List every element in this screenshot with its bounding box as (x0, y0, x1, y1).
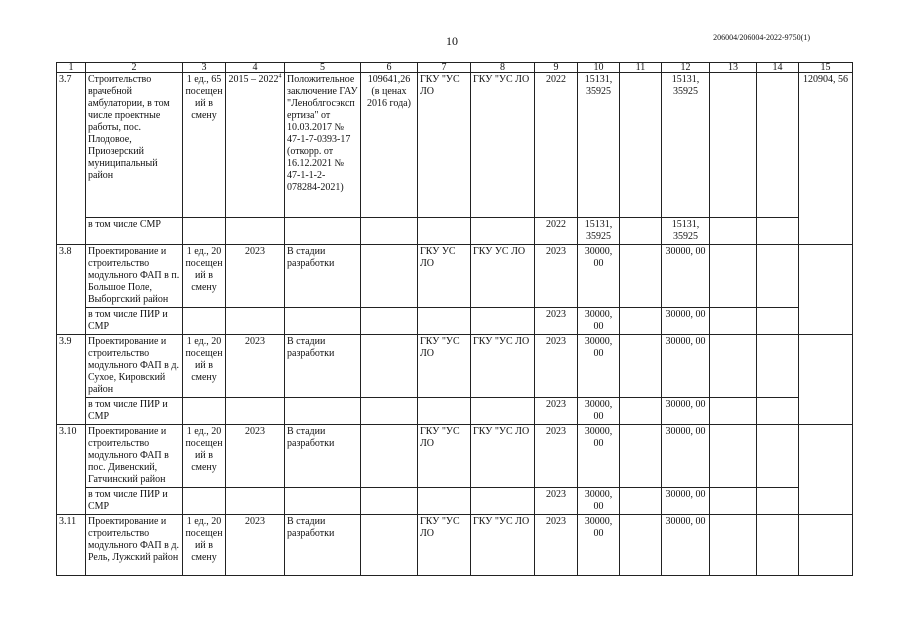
empty-cell (799, 515, 853, 576)
column-header: 4 (226, 63, 285, 73)
period: 2023 (226, 515, 285, 576)
empty-cell (620, 218, 662, 245)
table-subrow (57, 488, 853, 515)
empty-cell (361, 218, 418, 245)
empty-cell (710, 245, 757, 308)
empty-cell (710, 425, 757, 488)
empty-cell (183, 398, 226, 425)
table-row (57, 515, 853, 576)
column-header: 14 (757, 63, 799, 73)
column-header: 13 (710, 63, 757, 73)
year: 2023 (535, 515, 578, 576)
empty-cell (710, 308, 757, 335)
empty-cell (418, 308, 471, 335)
table-row (57, 73, 853, 218)
sub-label: в том числе ПИР и СМР (86, 308, 183, 335)
period: 2023 (226, 425, 285, 488)
empty-cell (620, 515, 662, 576)
year: 2023 (535, 488, 578, 515)
empty-cell (361, 488, 418, 515)
table-row (57, 245, 853, 308)
table-subrow (57, 218, 853, 245)
value-col15: 120904, 56 (799, 73, 853, 245)
value-col10: 30000, 00 (578, 245, 620, 308)
table-row (57, 425, 853, 488)
capacity: 1 ед., 20 посещений в смену (183, 515, 226, 576)
header-row (57, 63, 853, 73)
value-col10: 30000, 00 (578, 425, 620, 488)
value-col13 (710, 73, 757, 218)
conclusion: В стадии разработки (285, 335, 361, 398)
value-col10: 30000, 00 (578, 308, 620, 335)
capacity: 1 ед., 20 посещений в смену (183, 245, 226, 308)
empty-cell (757, 425, 799, 488)
empty-cell (285, 398, 361, 425)
cost (361, 425, 418, 488)
empty-cell (471, 308, 535, 335)
row-number: 3.8 (57, 245, 86, 335)
empty-cell (620, 425, 662, 488)
customer: ГКУ УС ЛО (418, 245, 471, 308)
cost: 109641,26 (в ценах 2016 года) (361, 73, 418, 218)
empty-cell (620, 335, 662, 398)
value-col12: 30000, 00 (662, 425, 710, 488)
value-col12: 30000, 00 (662, 515, 710, 576)
empty-cell (285, 218, 361, 245)
empty-cell (757, 245, 799, 308)
empty-cell (183, 488, 226, 515)
empty-cell (799, 425, 853, 515)
column-header: 8 (471, 63, 535, 73)
empty-cell (757, 218, 799, 245)
table-row (57, 335, 853, 398)
table-subrow (57, 398, 853, 425)
empty-cell (285, 308, 361, 335)
value-col12: 15131, 35925 (662, 218, 710, 245)
column-header: 11 (620, 63, 662, 73)
sub-label: в том числе ПИР и СМР (86, 488, 183, 515)
footnote-mark: 4 (278, 73, 282, 80)
customer: ГКУ "УС ЛО (418, 425, 471, 488)
column-header: 1 (57, 63, 86, 73)
period: 2023 (226, 245, 285, 308)
row-number: 3.9 (57, 335, 86, 425)
empty-cell (620, 245, 662, 308)
value-col10: 30000, 00 (578, 398, 620, 425)
year: 2023 (535, 308, 578, 335)
period: 2015 – 2022$^4$ (226, 73, 285, 218)
conclusion: В стадии разработки (285, 245, 361, 308)
cost (361, 245, 418, 308)
value-col12: 15131, 35925 (662, 73, 710, 218)
empty-cell (361, 398, 418, 425)
value-col12: 30000, 00 (662, 398, 710, 425)
empty-cell (226, 398, 285, 425)
customer: ГКУ "УС ЛО (418, 335, 471, 398)
customer: ГКУ "УС ЛО (418, 73, 471, 218)
empty-cell (418, 398, 471, 425)
empty-cell (757, 398, 799, 425)
object-name: Строительство врачебной амбулатории, в том числе проектные работы, пос. Плодовое, Приозерский муниципальный район (86, 73, 183, 218)
developer: ГКУ УС ЛО (471, 245, 535, 308)
table-subrow (57, 308, 853, 335)
column-header: 3 (183, 63, 226, 73)
value-col10: 30000, 00 (578, 515, 620, 576)
empty-cell (757, 335, 799, 398)
empty-cell (757, 308, 799, 335)
developer: ГКУ "УС ЛО (471, 73, 535, 218)
empty-cell (710, 218, 757, 245)
row-number: 3.10 (57, 425, 86, 515)
value-col14 (757, 73, 799, 218)
capacity: 1 ед., 65 посещений в смену (183, 73, 226, 218)
conclusion: В стадии разработки (285, 425, 361, 488)
value-col10: 15131, 35925 (578, 73, 620, 218)
empty-cell (226, 218, 285, 245)
capacity: 1 ед., 20 посещений в смену (183, 425, 226, 488)
value-col12: 30000, 00 (662, 245, 710, 308)
year: 2023 (535, 245, 578, 308)
year: 2022 (535, 218, 578, 245)
conclusion: В стадии разработки (285, 515, 361, 576)
capacity: 1 ед., 20 посещений в смену (183, 335, 226, 398)
year: 2023 (535, 425, 578, 488)
column-header: 12 (662, 63, 710, 73)
period: 2023 (226, 335, 285, 398)
empty-cell (471, 488, 535, 515)
empty-cell (418, 218, 471, 245)
customer: ГКУ "УС ЛО (418, 515, 471, 576)
empty-cell (620, 488, 662, 515)
page-number: 10 (446, 34, 458, 48)
year: 2023 (535, 335, 578, 398)
value-col10: 30000, 00 (578, 335, 620, 398)
empty-cell (710, 488, 757, 515)
column-header: 10 (578, 63, 620, 73)
program-table (56, 62, 853, 576)
value-col12: 30000, 00 (662, 335, 710, 398)
cost (361, 335, 418, 398)
empty-cell (620, 398, 662, 425)
developer: ГКУ "УС ЛО (471, 425, 535, 488)
empty-cell (471, 218, 535, 245)
column-header: 7 (418, 63, 471, 73)
row-number: 3.11 (57, 515, 86, 576)
column-header: 6 (361, 63, 418, 73)
object-name: Проектирование и строительство модульного ФАП в д. Рель, Лужский район (86, 515, 183, 576)
column-header: 15 (799, 63, 853, 73)
empty-cell (799, 245, 853, 335)
empty-cell (710, 335, 757, 398)
empty-cell (757, 515, 799, 576)
value-col10: 30000, 00 (578, 488, 620, 515)
empty-cell (757, 488, 799, 515)
empty-cell (183, 218, 226, 245)
sub-label: в том числе ПИР и СМР (86, 398, 183, 425)
empty-cell (418, 488, 471, 515)
year: 2023 (535, 398, 578, 425)
value-col12: 30000, 00 (662, 308, 710, 335)
developer: ГКУ "УС ЛО (471, 335, 535, 398)
value-col11 (620, 73, 662, 218)
empty-cell (471, 398, 535, 425)
empty-cell (710, 398, 757, 425)
sub-label: в том числе СМР (86, 218, 183, 245)
empty-cell (361, 308, 418, 335)
document-id: 206004/206004-2022-9750(1) (713, 33, 810, 42)
table-body (57, 63, 853, 576)
empty-cell (620, 308, 662, 335)
row-number: 3.7 (57, 73, 86, 245)
year: 2022 (535, 73, 578, 218)
conclusion: Положительное заключение ГАУ "Леноблгосэкспертиза" от 10.03.2017 № 47-1-7-0393-17 (откорр. от 16.12.2021 № 47-1-1-2-078284-2021) (285, 73, 361, 218)
column-header: 5 (285, 63, 361, 73)
object-name: Проектирование и строительство модульного ФАП в пос. Дивенский, Гатчинский район (86, 425, 183, 488)
cost (361, 515, 418, 576)
column-header: 9 (535, 63, 578, 73)
empty-cell (226, 308, 285, 335)
empty-cell (183, 308, 226, 335)
object-name: Проектирование и строительство модульного ФАП в д. Сухое, Кировский район (86, 335, 183, 398)
object-name: Проектирование и строительство модульного ФАП в п. Большое Поле, Выборгский район (86, 245, 183, 308)
column-header: 2 (86, 63, 183, 73)
developer: ГКУ "УС ЛО (471, 515, 535, 576)
empty-cell (710, 515, 757, 576)
value-col12: 30000, 00 (662, 488, 710, 515)
empty-cell (285, 488, 361, 515)
empty-cell (799, 335, 853, 425)
empty-cell (226, 488, 285, 515)
value-col10: 15131, 35925 (578, 218, 620, 245)
